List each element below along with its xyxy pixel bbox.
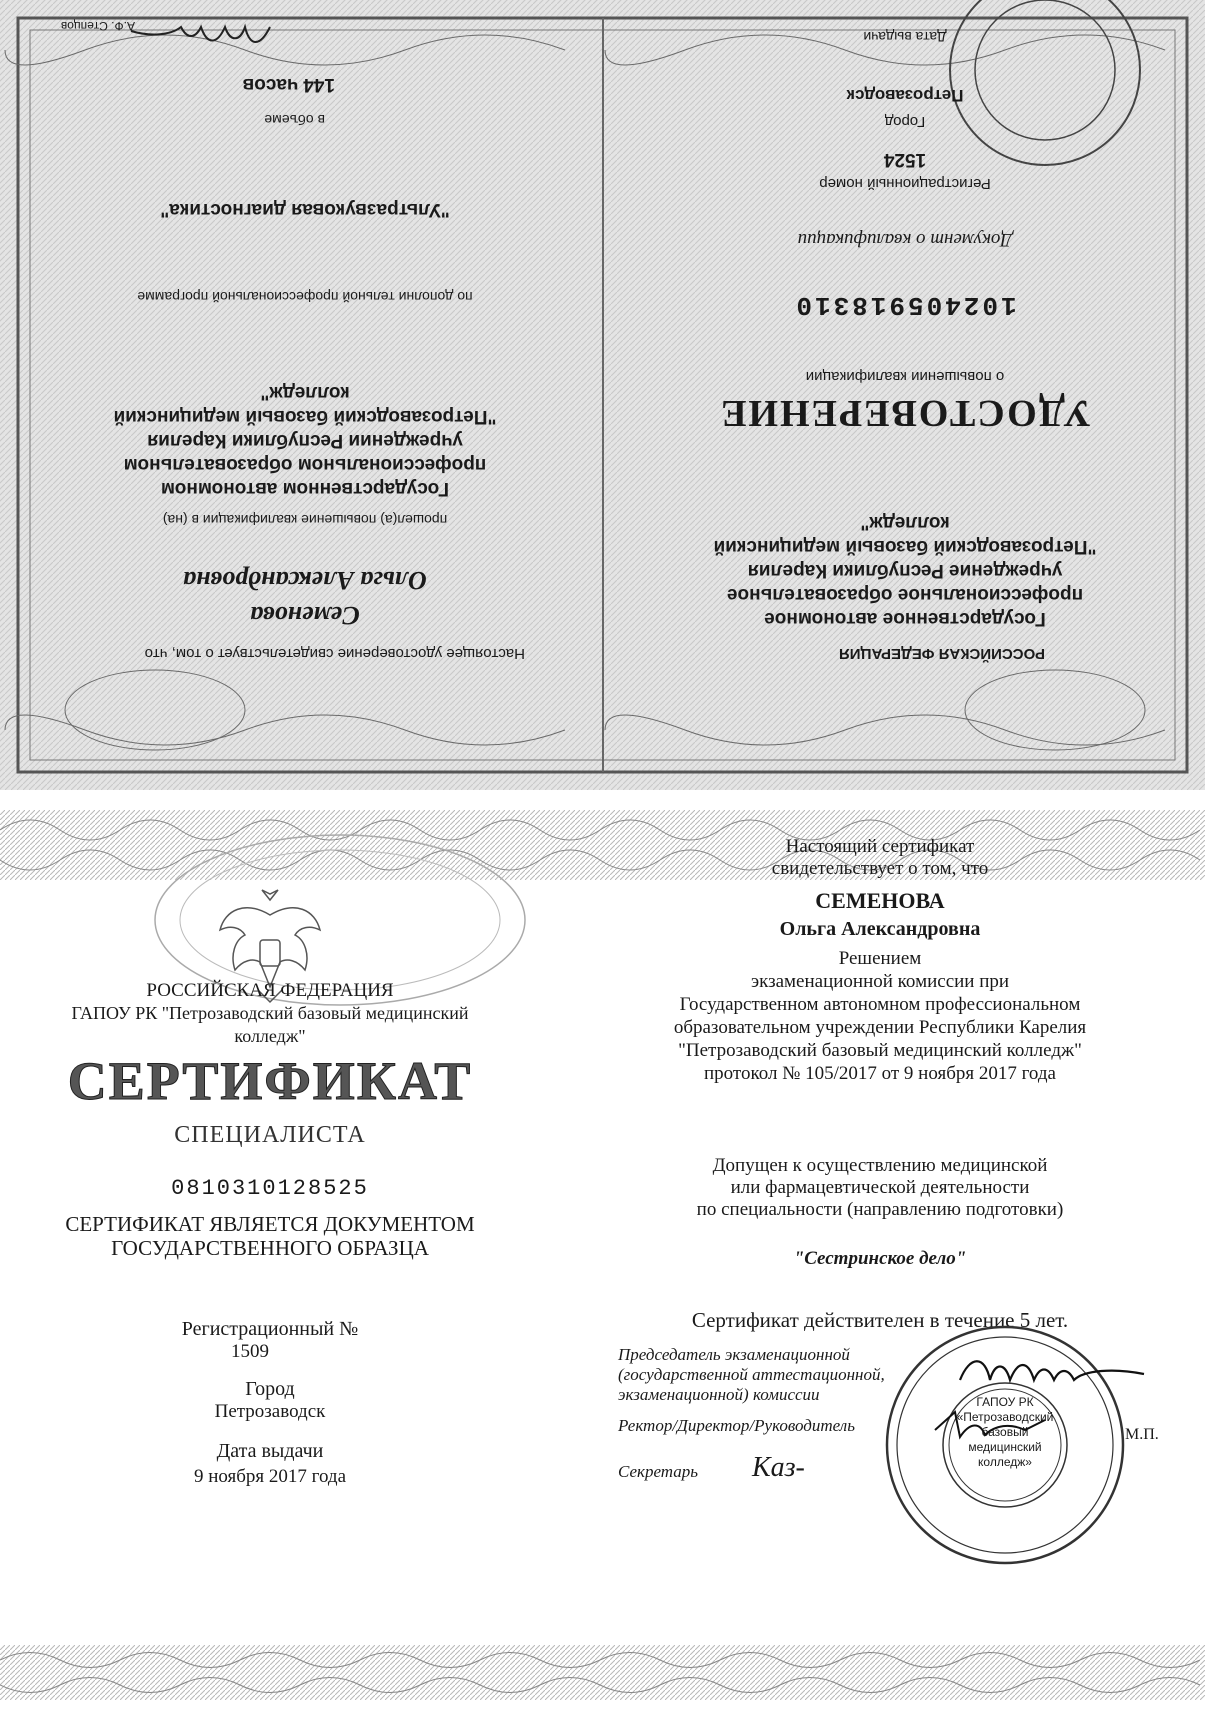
udo-signature <box>125 15 275 55</box>
udo-program: "Ультразвуковая диагностика" <box>160 199 450 220</box>
stamp-center-text: ГАПОУ РК «Петрозаводский базовый медицинский колледж» <box>956 1395 1054 1469</box>
cert-intro-1: Настоящий сертификат <box>785 836 975 857</box>
udo-name: Ольга Александровна <box>183 566 427 595</box>
cert-commission: экзаменационной комиссии при Государственном автономном профессиональном образовательном учреждении Республики Карелия "Петрозаводский базовый медицинский колледж" протокол № 105/2017 от 9 ноября 2017 года <box>673 971 1087 1084</box>
udo-city: Петрозаводск <box>846 86 964 105</box>
cert-date: 9 ноября 2017 года <box>193 1466 347 1487</box>
cert-country: РОССИЙСКАЯ ФЕДЕРАЦИЯ <box>146 980 394 1001</box>
cert-reg-label: Регистрационный № <box>181 1318 359 1340</box>
cert-decision: Решением <box>838 948 922 969</box>
certificate-bottom-band <box>0 1640 1205 1710</box>
udo-volume-label: в объеме <box>264 112 325 128</box>
cert-subtitle: СПЕЦИАЛИСТА <box>174 1122 366 1148</box>
udo-city-label: Город <box>884 113 926 130</box>
udo-reg-number: 1524 <box>883 149 927 170</box>
cert-secretary: Секретарь <box>618 1462 698 1481</box>
cert-city-label: Город <box>245 1378 295 1400</box>
rector-signature <box>930 1405 1050 1445</box>
top-document <box>0 0 1205 790</box>
udo-intro: Настоящее удостоверение свидетельствует о том, что <box>144 645 525 662</box>
cert-chair: Председатель экзаменационной (государственной аттестационной, экзаменационной) комиссии <box>618 1345 885 1404</box>
cert-secretary-signature: Каз- <box>752 1452 805 1483</box>
udo-doc-type: Документ о квалификации <box>797 229 1013 250</box>
udo-passed: прошел(а) повышение квалификации в (на) <box>162 512 448 528</box>
cert-validity: Сертификат действителен в течение 5 лет. <box>691 1308 1069 1332</box>
udo-country: РОССИЙСКАЯ ФЕДЕРАЦИЯ <box>838 645 1045 662</box>
cert-state-doc-1: СЕРТИФИКАТ ЯВЛЯЕТСЯ ДОКУМЕНТОМ <box>65 1212 475 1236</box>
cert-title: СЕРТИФИКАТ <box>67 1051 473 1111</box>
cert-city: Петрозаводск <box>214 1401 326 1422</box>
cert-name: Ольга Александровна <box>779 918 981 940</box>
cert-mp: М.П. <box>1125 1426 1159 1443</box>
cert-state-doc-2: ГОСУДАРСТВЕННОГО ОБРАЗЦА <box>111 1236 429 1260</box>
cert-org-line2: колледж" <box>234 1026 306 1046</box>
cert-rector: Ректор/Директор/Руководитель <box>618 1416 855 1435</box>
udo-number: 102405918310 <box>793 290 1017 320</box>
udo-org-right: Государственном автономном профессиональном образовательном учреждении Республики Карелия "Петрозаводский базовый медицинский колледж" <box>113 382 497 499</box>
chair-signature <box>950 1345 1150 1395</box>
udo-org: Государственное автономное профессиональное образовательное учреждение Республики Карелия "Петрозаводский базовый медицинский колледж" <box>713 512 1097 629</box>
udo-program-label: по дополни тельной профессиональной программе <box>137 289 473 305</box>
udo-reg-label: Регистрационный номер <box>819 175 991 192</box>
cert-date-label: Дата выдачи <box>216 1440 324 1462</box>
cert-reg-number: 1509 <box>231 1341 269 1362</box>
cert-specialty: "Сестринское дело" <box>793 1248 967 1269</box>
udo-volume: 144 часов <box>242 74 335 95</box>
udo-subtitle: о повышении квалификации <box>805 368 1005 385</box>
top-document-rotated <box>0 0 1205 790</box>
cert-number: 0810310128525 <box>171 1176 369 1201</box>
cert-intro-2: свидетельствует о том, что <box>771 858 989 879</box>
cert-org-line1: ГАПОУ РК "Петрозаводский базовый медицинский <box>71 1003 469 1023</box>
udo-signer: А.Ф. Степцов <box>60 19 135 33</box>
certificate <box>0 800 1205 1718</box>
udo-surname: Семенова <box>250 601 360 630</box>
udo-title: УДОСТОВЕРЕНИЕ <box>719 392 1091 434</box>
udo-date-label: Дата выдачи <box>863 29 947 45</box>
cert-surname: СЕМЕНОВА <box>815 888 945 913</box>
cert-admitted: Допущен к осуществлению медицинской или фармацевтической деятельности по специальности (направлению подготовки) <box>696 1155 1064 1220</box>
